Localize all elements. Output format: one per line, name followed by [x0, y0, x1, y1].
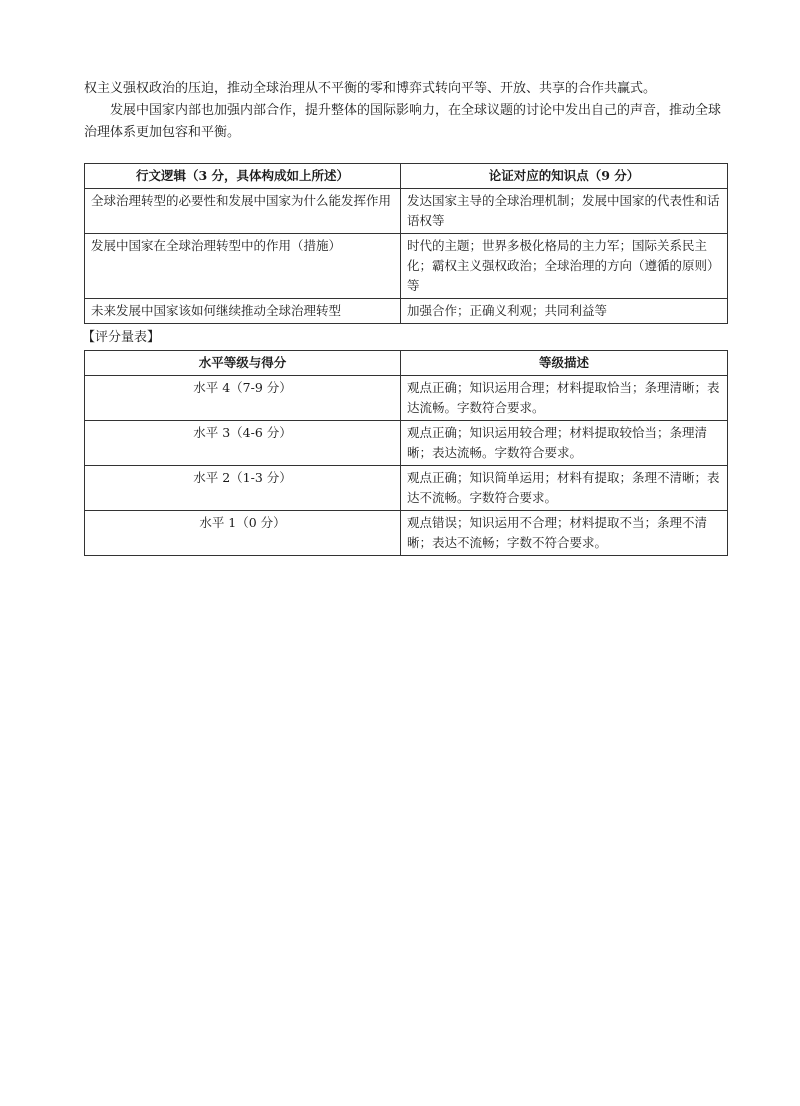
table-cell: 全球治理转型的必要性和发展中国家为什么能发挥作用 — [85, 189, 401, 234]
level-cell: 水平 2（1-3 分） — [85, 466, 401, 511]
table-cell: 发达国家主导的全球治理机制；发展中国家的代表性和话语权等 — [401, 189, 728, 234]
table-row — [85, 299, 728, 324]
table-row — [85, 421, 728, 466]
table-header-row — [85, 351, 728, 376]
logic-knowledge-table — [84, 163, 728, 324]
table-row — [85, 189, 728, 234]
header-knowledge-points: 论证对应的知识点（9 分） — [401, 164, 728, 189]
table-cell: 时代的主题；世界多极化格局的主力军；国际关系民主化；霸权主义强权政治；全球治理的方向（遵循的原则）等 — [401, 234, 728, 299]
table-row — [85, 376, 728, 421]
table-row — [85, 511, 728, 556]
header-level-score: 水平等级与得分 — [85, 351, 401, 376]
paragraph-continuation: 权主义强权政治的压迫，推动全球治理从不平衡的零和博弈式转向平等、开放、共享的合作共赢式。 — [84, 81, 657, 96]
paragraph-developing-countries: 发展中国家内部也加强内部合作，提升整体的国际影响力，在全球议题的讨论中发出自己的声音，推动全球治理体系更加包容和平衡。 — [84, 103, 722, 140]
table-row — [85, 234, 728, 299]
level-cell: 水平 1（0 分） — [85, 511, 401, 556]
table-header-row — [85, 164, 728, 189]
table-row — [85, 466, 728, 511]
rubric-title: 【评分量表】 — [82, 330, 161, 345]
level-cell: 水平 4（7-9 分） — [85, 376, 401, 421]
level-cell: 水平 3（4-6 分） — [85, 421, 401, 466]
rubric-table — [84, 350, 728, 556]
table-cell: 未来发展中国家该如何继续推动全球治理转型 — [85, 299, 401, 324]
description-cell: 观点正确；知识运用较合理；材料提取较恰当；条理清晰；表达流畅。字数符合要求。 — [401, 421, 728, 466]
table-cell: 加强合作；正确义利观；共同利益等 — [401, 299, 728, 324]
description-cell: 观点正确；知识运用合理；材料提取恰当；条理清晰；表达流畅。字数符合要求。 — [401, 376, 728, 421]
header-writing-logic: 行文逻辑（3 分，具体构成如上所述） — [85, 164, 401, 189]
header-level-description: 等级描述 — [401, 351, 728, 376]
description-cell: 观点正确；知识简单运用；材料有提取；条理不清晰；表达不流畅。字数符合要求。 — [401, 466, 728, 511]
table-cell: 发展中国家在全球治理转型中的作用（措施） — [85, 234, 401, 299]
description-cell: 观点错误；知识运用不合理；材料提取不当；条理不清晰；表达不流畅；字数不符合要求。 — [401, 511, 728, 556]
